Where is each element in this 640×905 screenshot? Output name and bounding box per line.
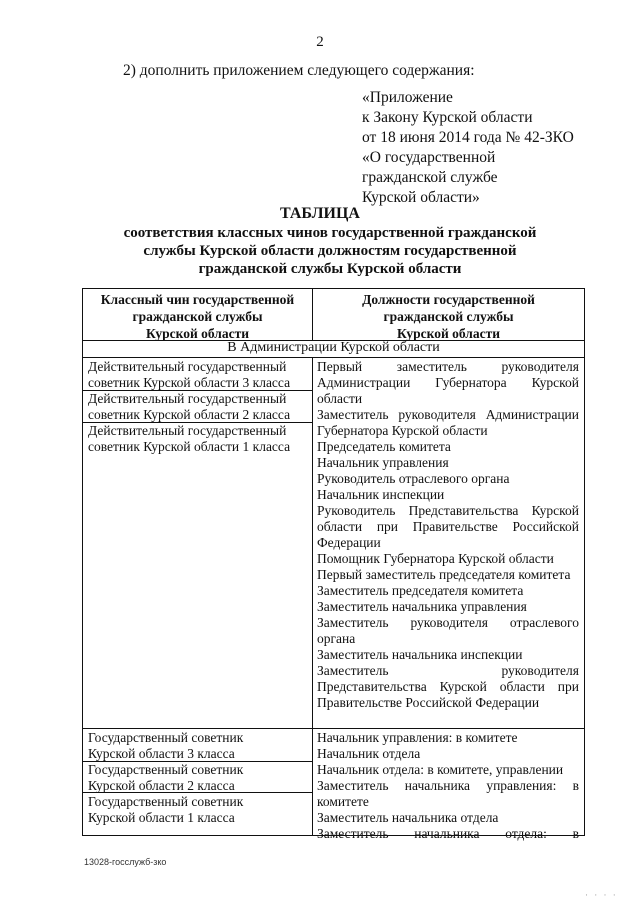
appendix-line: от 18 июня 2014 года № 42-ЗКО xyxy=(362,129,574,146)
position-list xyxy=(317,359,579,711)
header-line: Классный чин государственной xyxy=(100,292,295,307)
header-line: Курской области xyxy=(145,326,250,341)
position-list xyxy=(317,730,579,842)
position-item: Заместитель председателя комитета xyxy=(317,583,524,598)
position-item: Заместитель начальника отдела: в xyxy=(317,826,579,841)
appendix-block xyxy=(362,88,574,208)
subtitle-line: гражданской службы Курской области xyxy=(198,261,462,277)
intro-paragraph: 2) дополнить приложением следующего содержания: xyxy=(123,62,475,79)
rank-line: советник Курской области 2 класса xyxy=(88,407,291,422)
rank-line: Действительный государственный xyxy=(88,359,287,374)
rank-cell xyxy=(88,359,310,391)
document-title: ТАБЛИЦА xyxy=(280,205,360,222)
position-item: Первый заместитель председателя комитета xyxy=(317,567,571,582)
appendix-line: Курской области» xyxy=(362,189,480,206)
position-item: Руководитель отраслевого органа xyxy=(317,471,510,486)
header-line: Должности государственной xyxy=(362,292,535,307)
position-item: Заместитель руководителя Администрации Губернатора Курской области xyxy=(317,407,579,438)
header-position-column xyxy=(313,291,584,342)
position-item: Заместитель руководителя Представительства Курской области при Правительстве Российской Федерации xyxy=(317,663,579,710)
position-item: Начальник управления xyxy=(317,455,449,470)
position-item: Начальник инспекции xyxy=(317,487,445,502)
header-line: Курской области xyxy=(396,326,501,341)
position-item: Заместитель начальника отдела xyxy=(317,810,499,825)
group-rule xyxy=(83,728,584,729)
rank-cell xyxy=(88,423,310,455)
rank-line: советник Курской области 1 класса xyxy=(88,439,291,454)
position-item: Первый заместитель руководителя Администрации Губернатора Курской области xyxy=(317,359,579,406)
appendix-line: гражданской службе xyxy=(362,169,498,186)
rank-line: Курской области 2 класса xyxy=(88,778,235,793)
rank-line: советник Курской области 3 класса xyxy=(88,375,291,390)
appendix-line: «О государственной xyxy=(362,149,496,166)
page-number: 2 xyxy=(316,34,324,50)
position-item: Заместитель начальника управления xyxy=(317,599,527,614)
rank-cell xyxy=(88,730,310,762)
rank-cell xyxy=(88,391,310,423)
appendix-line: к Закону Курской области xyxy=(362,109,533,126)
correspondence-table xyxy=(82,288,585,841)
header-line: гражданской службы xyxy=(383,309,514,324)
position-item: Начальник отдела: в комитете, управлении xyxy=(317,762,564,777)
rank-line: Действительный государственный xyxy=(88,391,287,406)
position-item: Заместитель начальника инспекции xyxy=(317,647,523,662)
position-item: Помощник Губернатора Курской области xyxy=(317,551,554,566)
rank-line: Действительный государственный xyxy=(88,423,287,438)
rank-line: Курской области 1 класса xyxy=(88,810,235,825)
footer-code: 13028-госслужб-зко xyxy=(84,857,167,867)
corner-marks: · · · · xyxy=(585,890,618,900)
position-item: Заместитель руководителя отраслевого органа xyxy=(317,615,579,646)
section-heading: В Администрации Курской области xyxy=(227,340,440,355)
position-item: Председатель комитета xyxy=(317,439,451,454)
rank-cell xyxy=(88,794,310,826)
header-line: гражданской службы xyxy=(132,309,263,324)
subtitle-line: службы Курской области должностям государственной xyxy=(143,243,517,259)
rank-line: Курской области 3 класса xyxy=(88,746,235,761)
subtitle-line: соответствия классных чинов государственной гражданской xyxy=(123,225,537,241)
position-item: Начальник управления: в комитете xyxy=(317,730,518,745)
rank-line: Государственный советник xyxy=(88,730,244,745)
header-rank-column xyxy=(83,291,312,342)
position-item: Руководитель Представительства Курской области при Правительстве Российской Федерации xyxy=(317,503,579,550)
rank-cell xyxy=(88,762,310,794)
rank-line: Государственный советник xyxy=(88,794,244,809)
rank-line: Государственный советник xyxy=(88,762,244,777)
document-subtitle xyxy=(90,224,570,278)
position-item: Заместитель начальника управления: в комитете xyxy=(317,778,579,809)
column-divider xyxy=(312,357,313,835)
appendix-line: «Приложение xyxy=(362,89,453,106)
position-item: Начальник отдела xyxy=(317,746,421,761)
section-rule xyxy=(83,357,584,358)
